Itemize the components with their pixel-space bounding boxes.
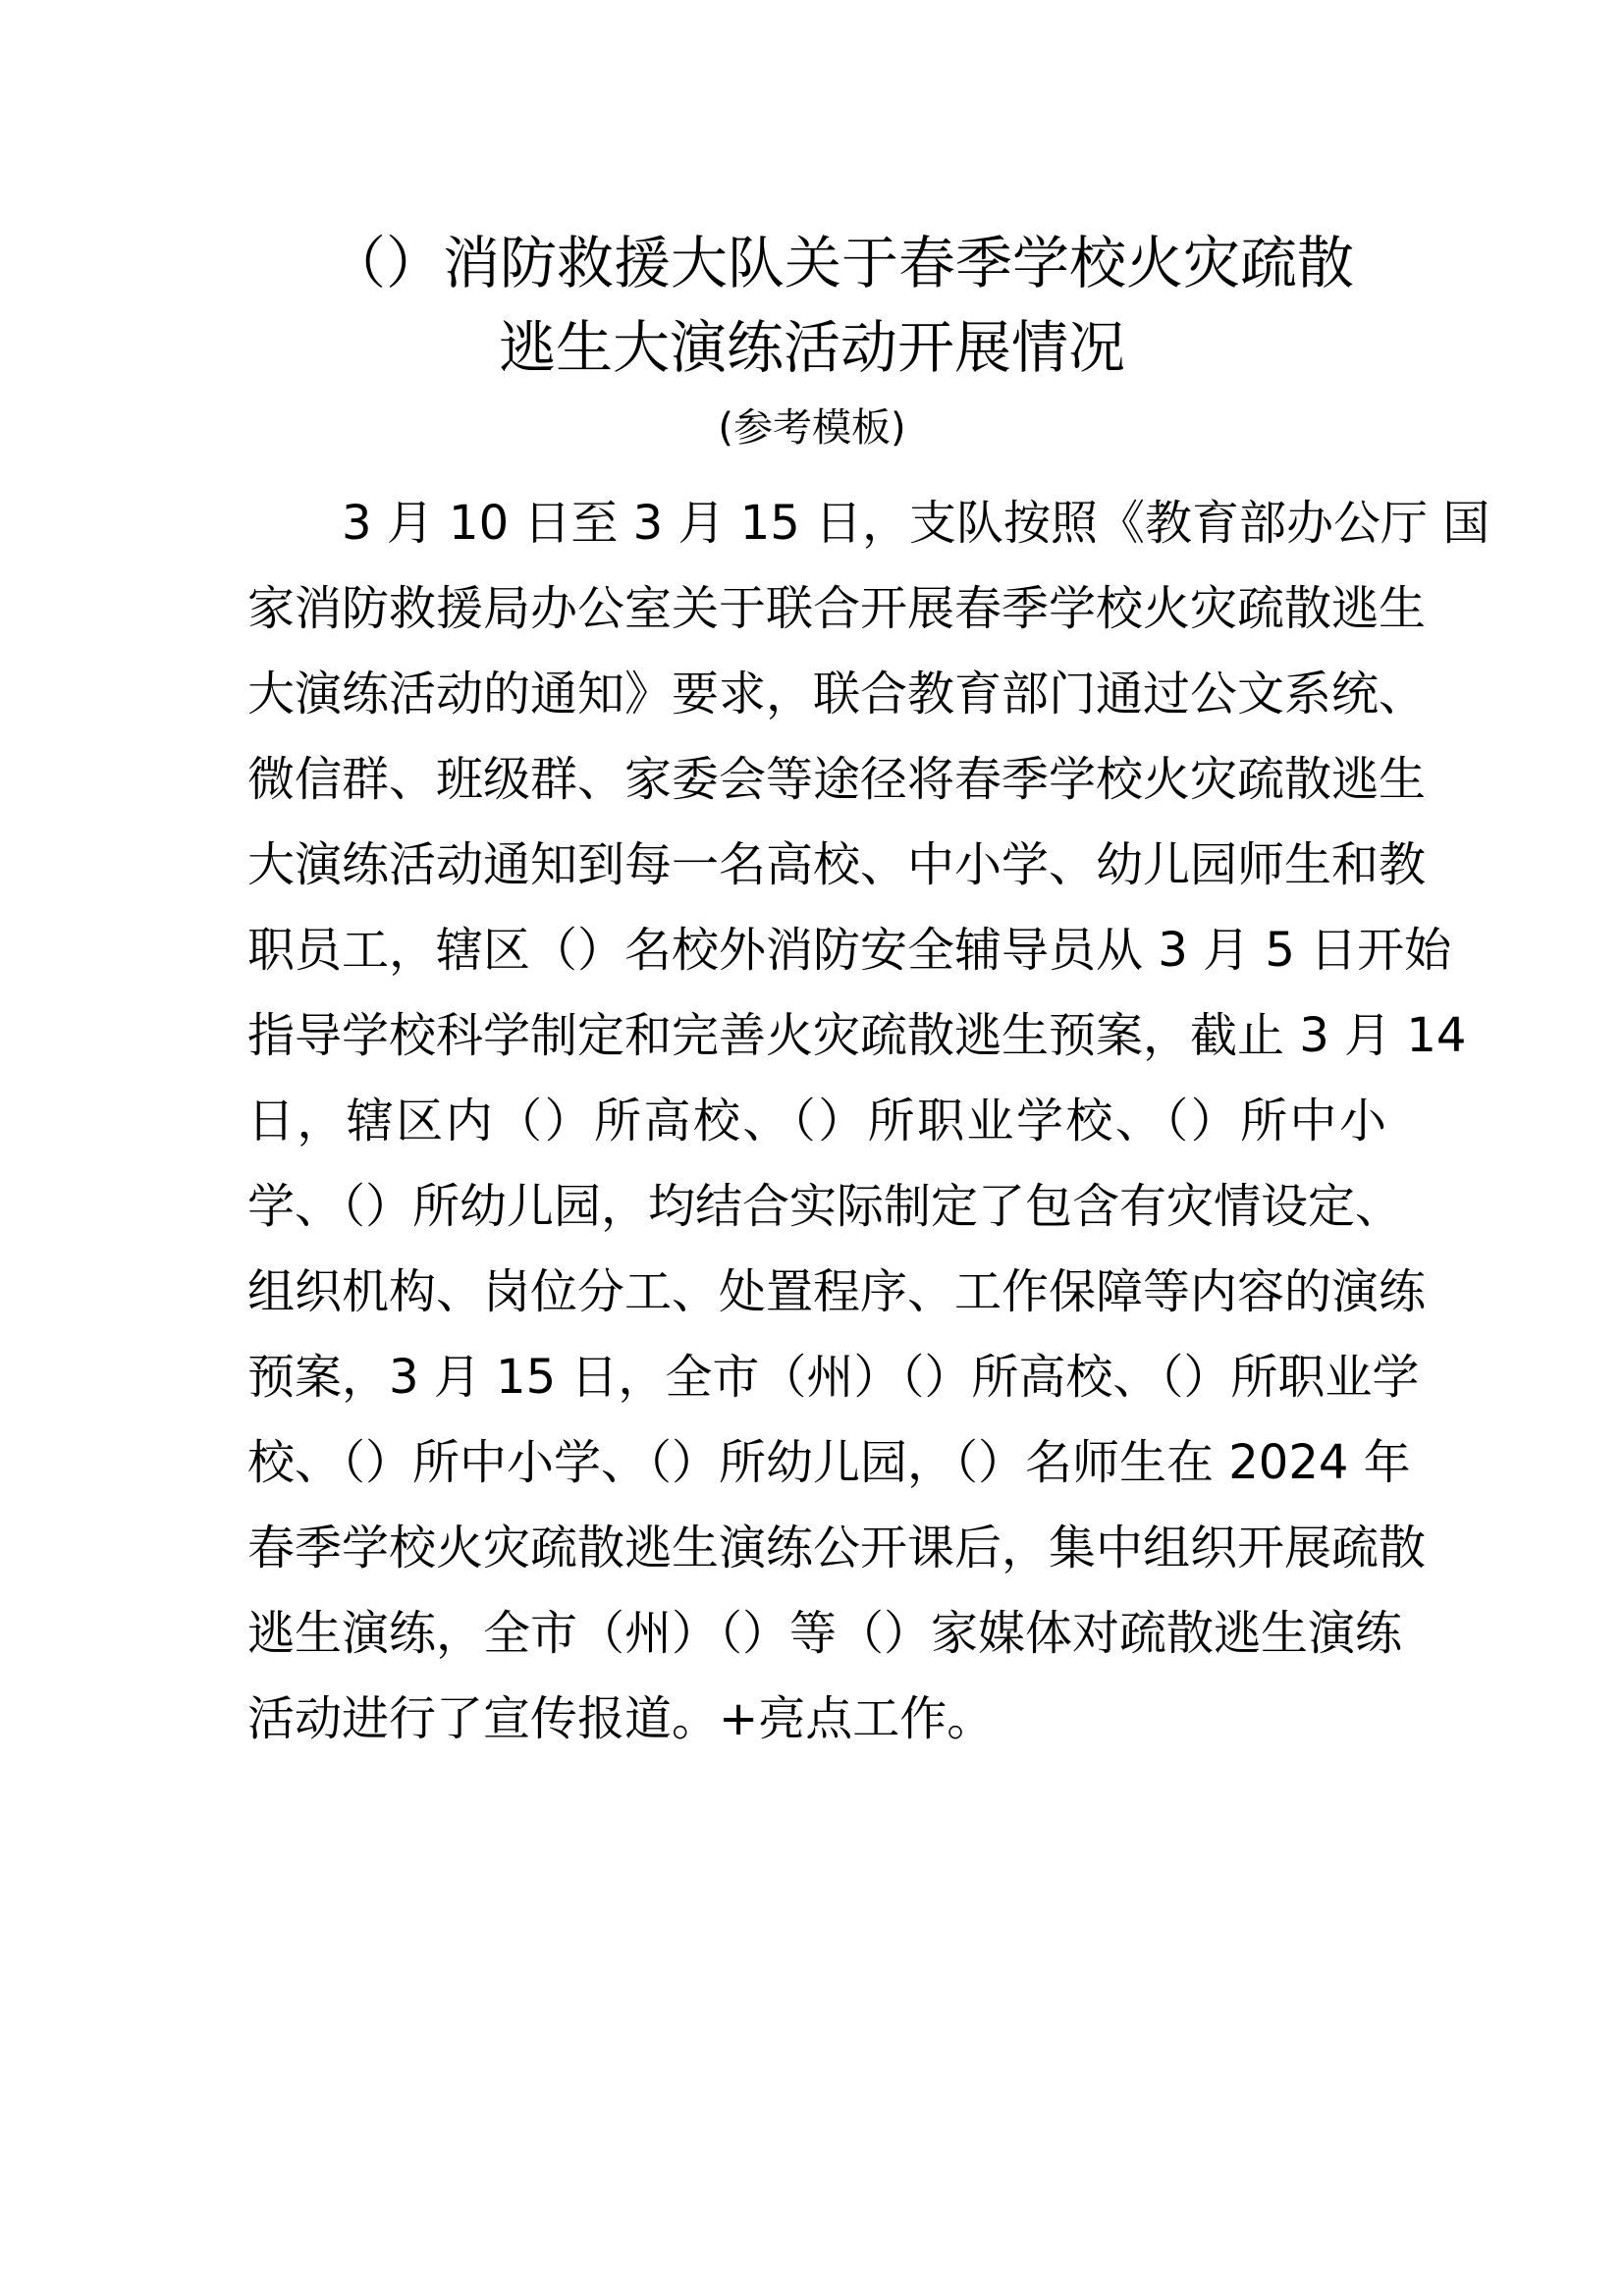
document-subtitle: (参考模板) (718, 405, 906, 451)
body-line: 大演练活动的通知》要求，联合教育部门通过公文系统、 (247, 667, 1427, 721)
document-body (247, 481, 1490, 1762)
body-line: 春季学校火灾疏散逃生演练公开课后，集中组织开展疏散 (247, 1521, 1427, 1575)
body-line: 逃生演练，全市（州）（）等（）家媒体对疏散逃生演练 (247, 1606, 1403, 1661)
document-title-line-2: 逃生大演练活动开展情况 (498, 314, 1125, 381)
body-line: 指导学校科学制定和完善火灾疏散逃生预案，截止 3 月 14 (247, 1008, 1467, 1063)
body-line: 组织机构、岗位分工、处置程序、工作保障等内容的演练 (247, 1264, 1427, 1319)
document-title-line-1: （）消防救援大队关于春季学校火灾疏散 (328, 230, 1354, 296)
body-line: 活动进行了宣传报道。+亮点工作。 (247, 1691, 995, 1746)
body-line: 职员工，辖区（）名校外消防安全辅导员从 3 月 5 日开始 (247, 923, 1452, 978)
body-line: 校、（）所中小学、（）所幼儿园，（）名师生在 2024 年 (247, 1435, 1411, 1490)
body-line: 家消防救援局办公室关于联合开展春季学校火灾疏散逃生 (247, 581, 1427, 636)
body-line: 日，辖区内（）所高校、（）所职业学校、（）所中小 (247, 1094, 1386, 1148)
body-line: 大演练活动通知到每一名高校、中小学、幼儿园师生和教 (247, 837, 1427, 892)
body-line: 3 月 10 日至 3 月 15 日，支队按照《教育部办公厅 国 (342, 496, 1490, 551)
body-line: 学、（）所幼儿园，均结合实际制定了包含有灾情设定、 (247, 1179, 1403, 1234)
body-line: 预案，3 月 15 日，全市（州）（）所高校、（）所职业学 (247, 1350, 1420, 1405)
body-line: 微信群、班级群、家委会等途径将春季学校火灾疏散逃生 (247, 752, 1427, 807)
